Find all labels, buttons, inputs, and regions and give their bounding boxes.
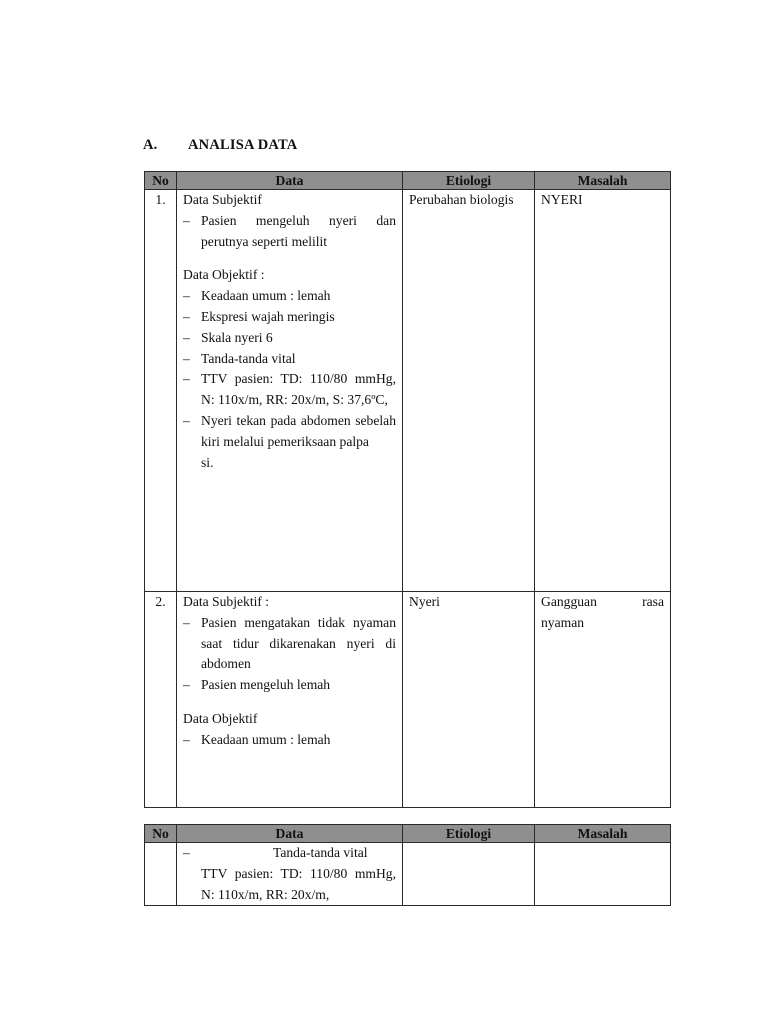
data-cell xyxy=(177,843,403,906)
list-item xyxy=(183,675,396,696)
header-masalah: Masalah xyxy=(535,172,671,190)
table-row xyxy=(145,592,671,808)
list-item xyxy=(183,730,396,751)
table-row xyxy=(145,190,671,592)
subjektif-title: Data Subjektif : xyxy=(183,594,270,609)
bullet-dash: – xyxy=(183,329,190,345)
list-item-text: Keadaan umum : lemah xyxy=(201,288,331,304)
header-data: Data xyxy=(177,825,403,843)
table-header-row xyxy=(145,825,671,843)
subjektif-title: Data Subjektif xyxy=(183,192,262,207)
header-no: No xyxy=(145,825,177,843)
etiologi-cell: Perubahan biologis xyxy=(403,190,535,592)
list-item xyxy=(183,328,396,349)
list-item-text: Pasien mengeluh lemah xyxy=(201,677,331,693)
list-item xyxy=(183,843,396,864)
list-item-text: Pasien mengeluh nyeri dan perutnya seperti melilit xyxy=(201,212,396,249)
objektif-title: Data Objektif : xyxy=(183,267,265,283)
data-cell xyxy=(177,592,403,808)
analysis-table-continued xyxy=(144,824,671,906)
header-masalah: Masalah xyxy=(535,825,671,843)
list-item-tail: si. xyxy=(201,454,214,470)
header-etiologi: Etiologi xyxy=(403,825,535,843)
list-item-text: Pasien mengatakan tidak nyaman saat tidur dikarenakan nyeri di abdomen xyxy=(201,614,396,672)
header-no: No xyxy=(145,172,177,190)
bullet-dash: – xyxy=(183,308,190,324)
bullet-dash: – xyxy=(183,845,190,860)
list-item-text: Skala nyeri 6 xyxy=(201,329,273,345)
bullet-dash: – xyxy=(183,350,190,366)
etiologi-cell xyxy=(403,843,535,906)
list-item-text: Tanda-tanda vital xyxy=(273,845,368,860)
bullet-dash: – xyxy=(183,614,190,630)
table-header-row xyxy=(145,172,671,190)
section-title: ANALISA DATA xyxy=(188,137,298,153)
section-letter: A. xyxy=(143,137,158,153)
list-item xyxy=(183,369,396,411)
masalah-cell: NYERI xyxy=(535,190,671,592)
list-item-text: TTV pasien: TD: 110/80 mmHg, N: 110x/m, RR: 20x/m, S: 37,6ºC, xyxy=(201,371,396,408)
table-row xyxy=(145,843,671,906)
row-number: 2. xyxy=(145,592,177,808)
section-heading xyxy=(143,137,297,154)
bullet-dash: – xyxy=(183,731,190,747)
data-cell xyxy=(177,190,403,592)
list-item-text: Tanda-tanda vital xyxy=(201,350,296,366)
list-item-text: Keadaan umum : lemah xyxy=(201,731,331,747)
objektif-title: Data Objektif xyxy=(183,710,258,726)
row-number: 1. xyxy=(145,190,177,592)
list-item xyxy=(183,211,396,253)
list-item-text: Ekspresi wajah meringis xyxy=(201,308,335,324)
bullet-dash: – xyxy=(183,371,190,387)
masalah-cell: Gangguan rasa nyaman xyxy=(535,592,671,808)
list-item xyxy=(183,411,396,453)
etiologi-cell: Nyeri xyxy=(403,592,535,808)
header-data: Data xyxy=(177,172,403,190)
masalah-cell xyxy=(535,843,671,906)
bullet-dash: – xyxy=(183,288,190,304)
list-item-continued xyxy=(183,864,396,906)
list-item xyxy=(183,349,396,370)
list-item xyxy=(183,613,396,675)
bullet-dash: – xyxy=(183,212,190,228)
list-item-text: Nyeri tekan pada abdomen sebelah kiri melalui pemeriksaan palpa xyxy=(201,412,396,449)
list-item-text: TTV pasien: TD: 110/80 mmHg, N: 110x/m, RR: 20x/m, xyxy=(201,865,396,902)
bullet-dash: – xyxy=(183,412,190,428)
analysis-table xyxy=(144,171,671,808)
header-etiologi: Etiologi xyxy=(403,172,535,190)
list-item xyxy=(183,286,396,307)
list-item xyxy=(183,307,396,328)
bullet-dash: – xyxy=(183,677,190,693)
